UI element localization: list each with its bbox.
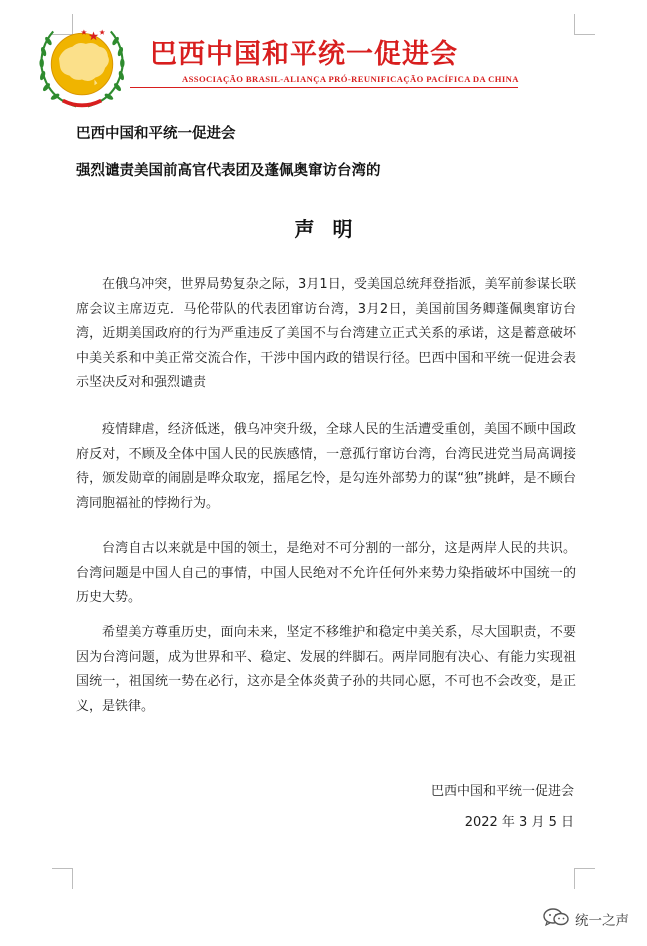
letterhead-org-name-pt: ASSOCIAÇÃO BRASIL-ALIANÇA PRÓ-REUNIFICAÇÃO PACÍFICA DA CHINA (182, 74, 519, 84)
crop-mark-top-right (574, 14, 595, 35)
body-paragraph-3: 台湾自古以来就是中国的领土，是绝对不可分割的一部分，这是两岸人民的共识。台湾问题是中国人自己的事情，中国人民绝对不允许任何外来势力染指破坏中国统一的历史大势。 (76, 541, 576, 605)
letterhead-org-name-cn: 巴西中国和平统一促进会 (150, 39, 458, 70)
letterhead-divider (130, 87, 518, 88)
signature-org: 巴西中国和平统一促进会 (430, 784, 574, 799)
body-paragraph-1: 在俄乌冲突，世界局势复杂之际，3月1日，受美国总统拜登指派，美军前参谋长联席会议主席迈克．马伦带队的代表团窜访台湾，3月2日，美国前国务卿蓬佩奥窜访台湾，近期美国政府的行为严重违反了美国不与台湾建立正式关系的承诺，这是蓄意破坏中美关系和中美正常交流合作，干涉中国内政的错误行径。巴西中国和平统一促进会表示坚决反对和强烈谴责 (76, 277, 576, 390)
heading-org: 巴西中国和平统一促进会 (76, 126, 236, 142)
wechat-icon (542, 907, 570, 931)
document-title: 声明 (294, 217, 371, 241)
association-emblem-logo (34, 18, 130, 114)
signature-date: 2022 年 3 月 5 日 (464, 815, 574, 830)
crop-mark-bottom-left (52, 868, 73, 889)
wechat-watermark (542, 908, 629, 930)
heading-subject: 强烈谴责美国前高官代表团及蓬佩奥窜访台湾的 (76, 163, 381, 179)
body-paragraph-4: 希望美方尊重历史，面向未来，坚定不移维护和稳定中美关系，尽大国职责，不要因为台湾问题，成为世界和平、稳定、发展的绊脚石。两岸同胞有决心、有能力实现祖国统一，祖国统一势在必行，这亦是全体炎黄子孙的共同心愿，不可也不会改变，是正义，是铁律。 (76, 625, 576, 714)
body-paragraph-2: 疫情肆虐，经济低迷，俄乌冲突升级，全球人民的生活遭受重创，美国不顾中国政府反对，不顾及全体中国人民的民族感情，一意孤行窜访台湾，台湾民进党当局高调接待，颁发勋章的闹剧是哗众取宠，摇尾乞怜，是勾连外部势力的谋“独”挑衅，是不顾台湾同胞福祉的悖拗行为。 (76, 422, 576, 511)
watermark-text: 统一之声 (575, 913, 629, 929)
crop-mark-bottom-right (574, 868, 595, 889)
